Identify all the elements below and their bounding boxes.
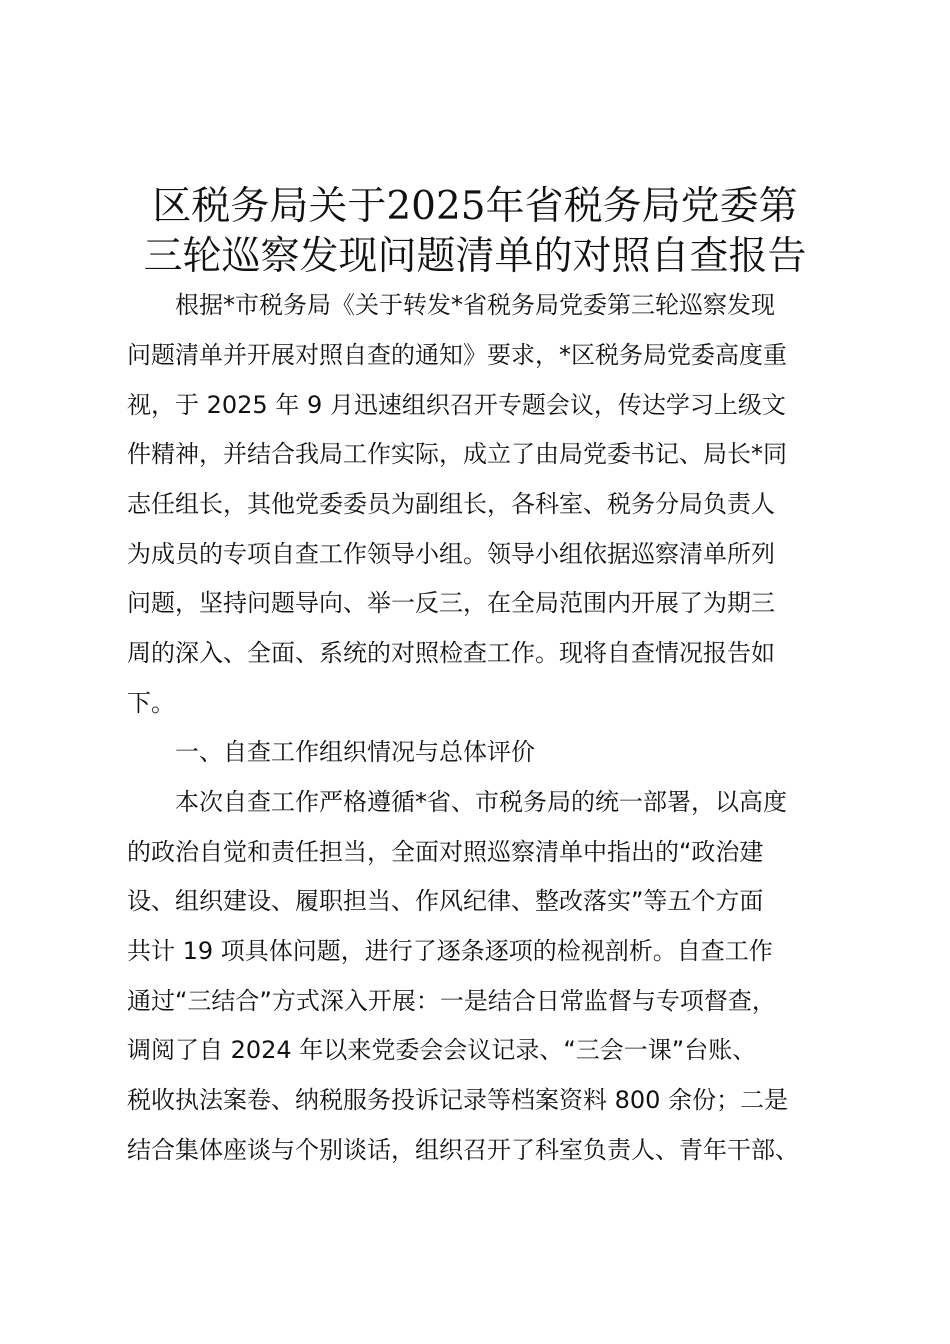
text-line: 根据*市税务局《关于转发*省税务局党委第三轮巡察发现: [175, 291, 775, 319]
text-line: 为成员的专项自查工作领导小组。领导小组依据巡察清单所列: [127, 540, 775, 568]
document-title-line-1: 区税务局关于2025年省税务局党委第: [152, 184, 798, 229]
text-line: 视，于 2025 年 9 月迅速组织召开专题会议，传达学习上级文: [127, 391, 786, 419]
document-title-line-2: 三轮巡察发现问题清单的对照自查报告: [143, 234, 807, 279]
text-line: 结合集体座谈与个别谈话，组织召开了科室负责人、青年干部、: [127, 1136, 799, 1164]
text-line: 设、组织建设、履职担当、作风纪律、整改落实”等五个方面: [127, 887, 764, 915]
text-line: 下。: [127, 689, 175, 717]
text-line: 问题，坚持问题导向、举一反三，在全局范围内开展了为期三: [127, 589, 775, 617]
section-heading: 一、自查工作组织情况与总体评价: [175, 738, 535, 766]
text-line: 调阅了自 2024 年以来党委会会议记录、“三会一课”台账、: [127, 1036, 757, 1064]
text-line: 税收执法案卷、纳税服务投诉记录等档案资料 800 余份；二是: [127, 1086, 789, 1114]
text-line: 周的深入、全面、系统的对照检查工作。现将自查情况报告如: [127, 639, 775, 667]
text-line: 共计 19 项具体问题，进行了逐条逐项的检视剖析。自查工作: [127, 937, 773, 965]
text-line: 通过“三结合”方式深入开展：一是结合日常监督与专项督查，: [127, 987, 776, 1015]
text-line: 的政治自觉和责任担当，全面对照巡察清单中指出的“政治建: [127, 838, 764, 866]
text-line: 志任组长，其他党委委员为副组长，各科室、税务分局负责人: [127, 490, 775, 518]
text-line: 问题清单并开展对照自查的通知》要求，*区税务局党委高度重: [127, 341, 787, 369]
text-line: 本次自查工作严格遵循*省、市税务局的统一部署，以高度: [175, 788, 787, 816]
text-line: 件精神，并结合我局工作实际，成立了由局党委书记、局长*同: [127, 440, 787, 468]
